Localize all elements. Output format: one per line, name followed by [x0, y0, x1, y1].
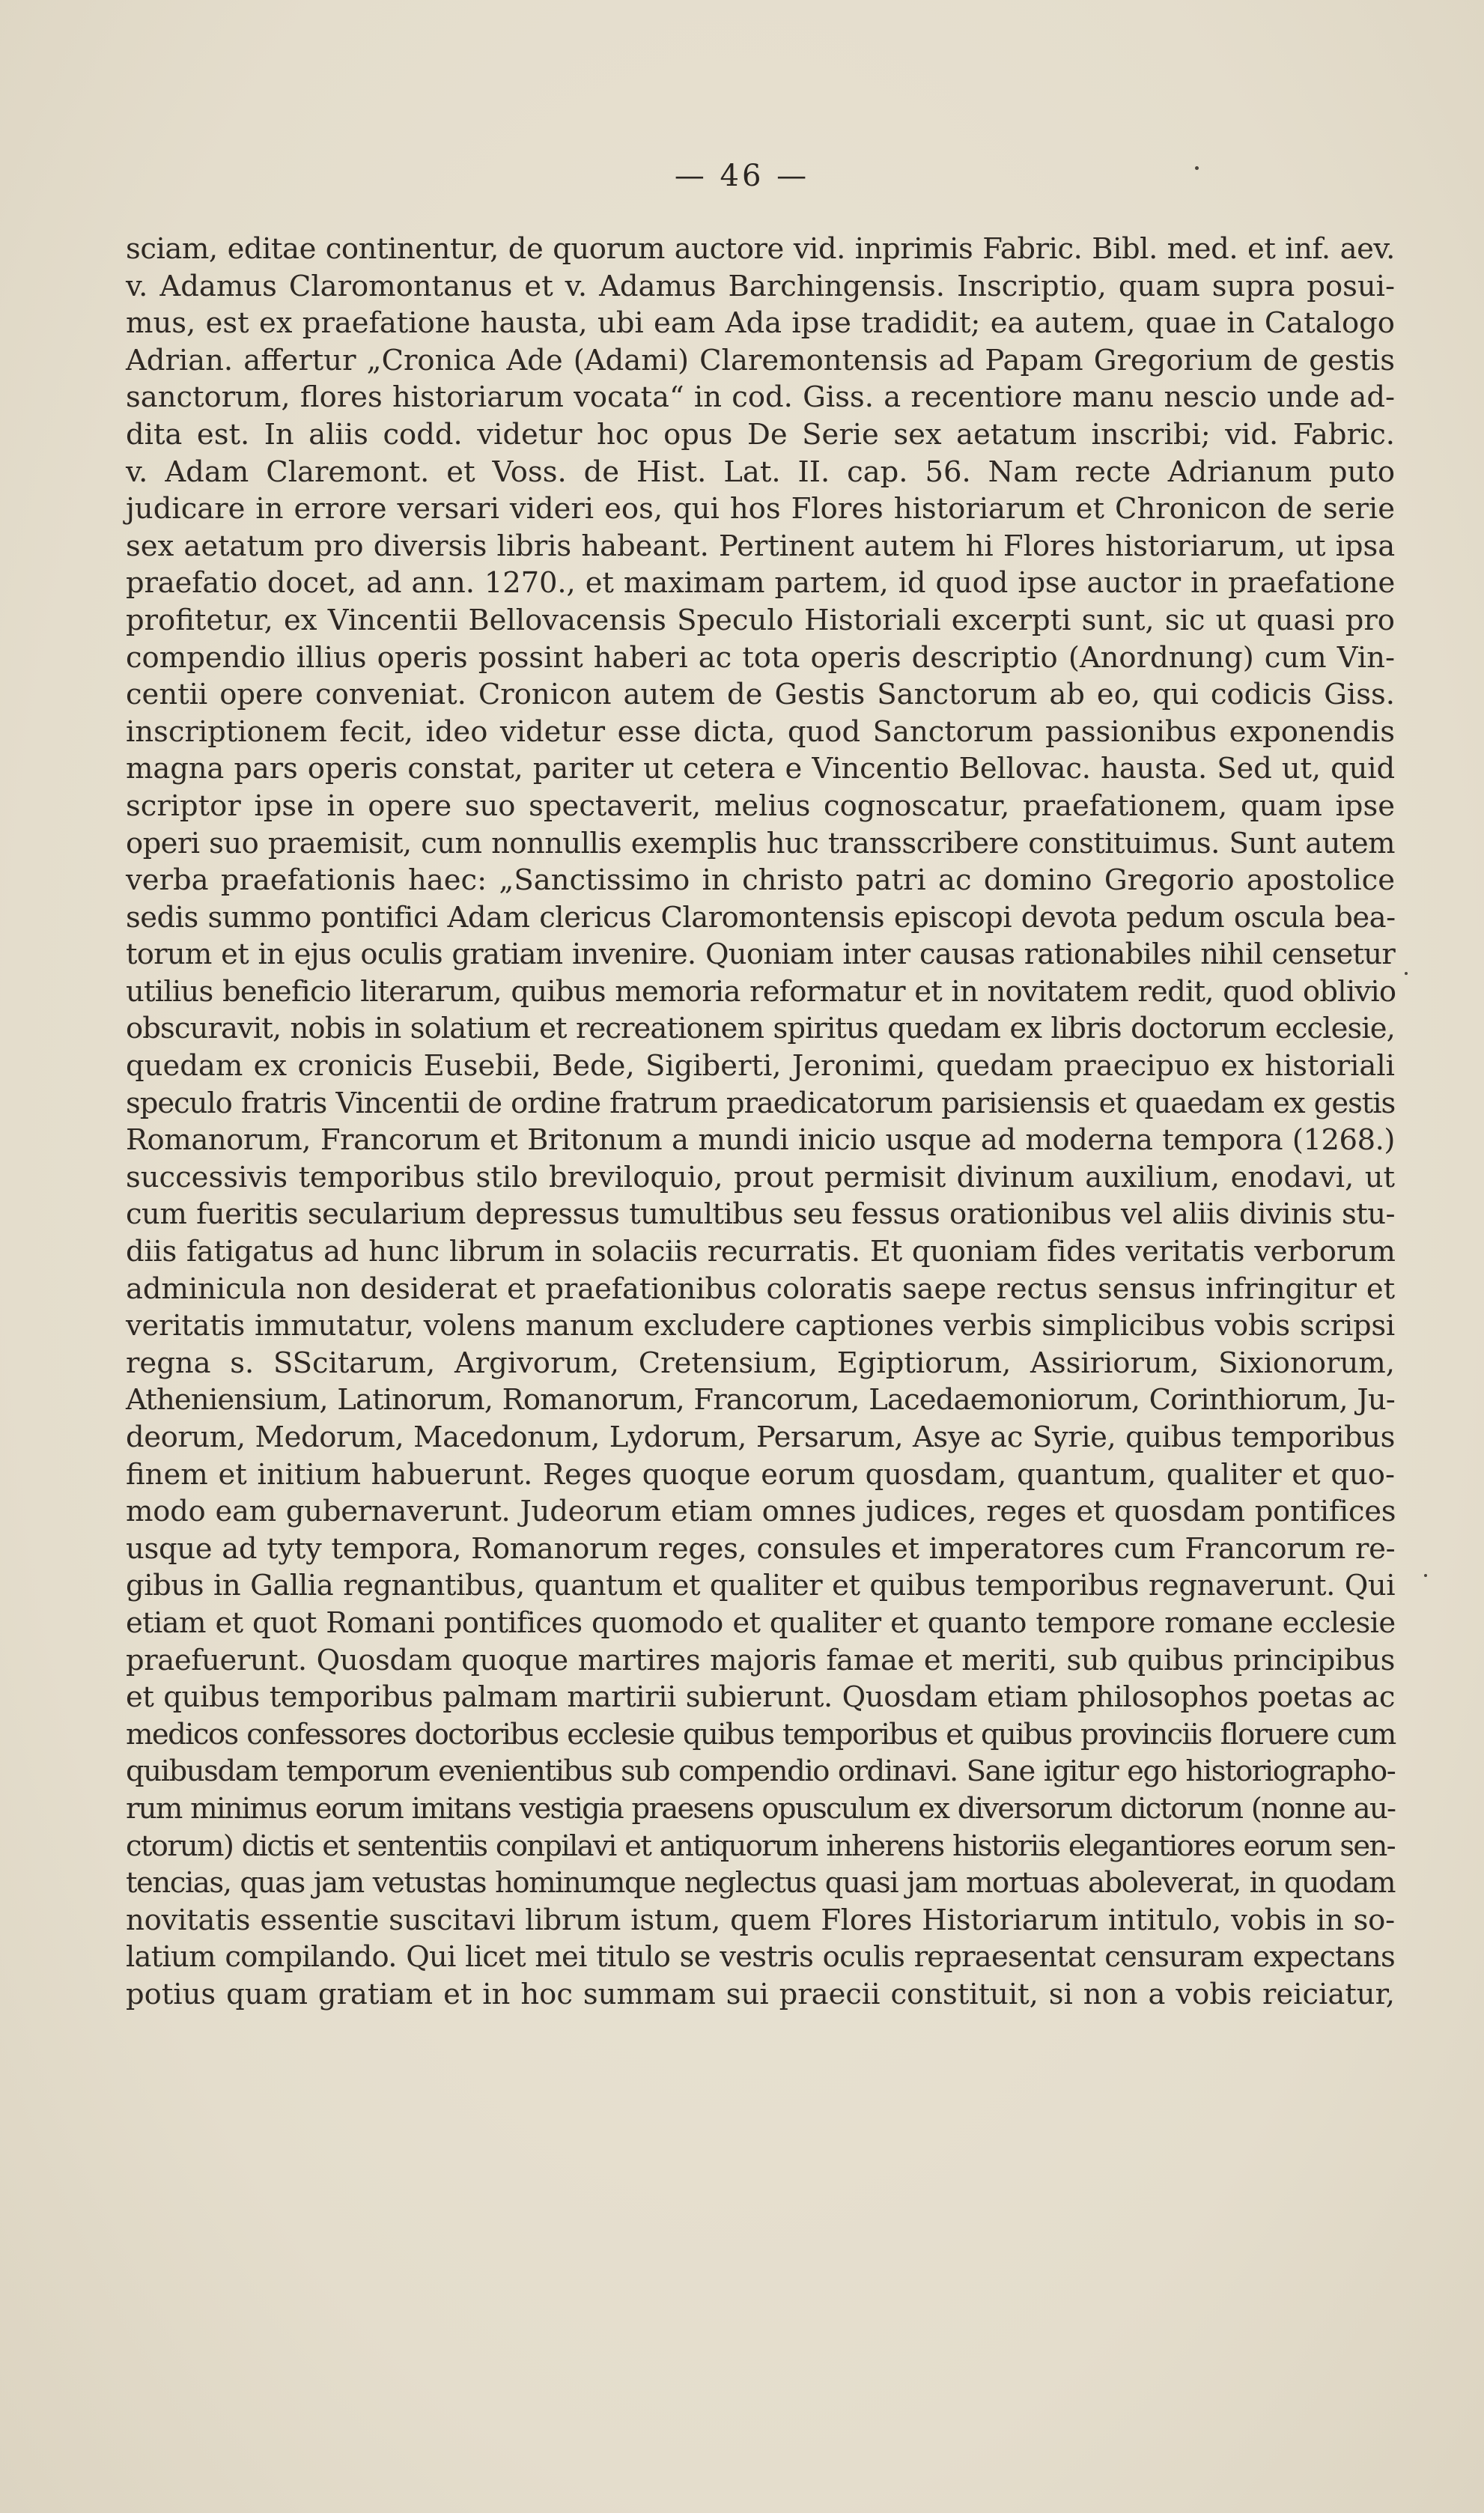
text-line: obscuravit, nobis in solatium et recreationem spiritus quedam ex libris doctorum ecclesie, — [126, 1012, 1395, 1046]
text-line: torum et in ejus oculis gratiam invenire. Quoniam inter causas rationabiles nihil censetur — [126, 938, 1395, 972]
text-line: verba praefationis haec: „Sanctissimo in christo patri ac domino Gregorio apostolice — [126, 863, 1395, 898]
text-line: sanctorum, flores historiarum vocata“ in cod. Giss. a recentiore manu nescio unde ad- — [126, 380, 1395, 415]
text-line: potius quam gratiam et in hoc summam sui praecii constituit, si non a vobis reiciatur, — [126, 1977, 1395, 2011]
text-line: speculo fratris Vincentii de ordine fratrum praedicatorum parisiensis et quaedam ex gestis — [126, 1086, 1396, 1120]
text-line: gibus in Gallia regnantibus, quantum et qualiter et quibus temporibus regnaverunt. Qui — [126, 1569, 1396, 1603]
text-line: cum fueritis secularium depressus tumultibus seu fessus orationibus vel aliis divinis stu- — [126, 1197, 1395, 1232]
text-line: praefatio docet, ad ann. 1270., et maximam partem, id quod ipse auctor in praefatione — [126, 566, 1396, 601]
page-number: — 46 — — [674, 159, 810, 193]
text-line: operi suo praemisit, cum nonnullis exemplis huc transscribere constituimus. Sunt autem — [126, 826, 1395, 860]
text-line: Romanorum, Francorum et Britonum a mundi inicio usque ad moderna tempora (1268.) — [126, 1123, 1395, 1158]
text-line: regna s. SScitarum, Argivorum, Cretensium, Egiptiorum, Assiriorum, Sixionorum, — [126, 1346, 1395, 1380]
text-line: rum minimus eorum imitans vestigia praesens opusculum ex diversorum dictorum (nonne au- — [126, 1791, 1396, 1826]
text-line: adminicula non desiderat et praefationibus coloratis saepe rectus sensus infringitur et — [126, 1271, 1395, 1306]
text-line: finem et initium habuerunt. Reges quoque eorum quosdam, quantum, qualiter et quo- — [126, 1457, 1395, 1492]
text-line: centii opere conveniat. Cronicon autem de Gestis Sanctorum ab eo, qui codicis Giss. — [126, 678, 1395, 712]
text-line: profitetur, ex Vincentii Bellovacensis Speculo Historiali excerpti sunt, sic ut quasi pro — [126, 603, 1395, 637]
text-line: deorum, Medorum, Macedonum, Lydorum, Persarum, Asye ac Syrie, quibus temporibus — [126, 1420, 1395, 1454]
text-line: latium compilando. Qui licet mei titulo se vestris oculis repraesentat censuram expectans — [126, 1940, 1395, 1975]
text-line: sciam, editae continentur, de quorum auctore vid. inprimis Fabric. Bibl. med. et inf. aev. — [126, 232, 1395, 266]
text-line: inscriptionem fecit, ideo videtur esse dicta, quod Sanctorum passionibus exponendis — [126, 714, 1395, 749]
text-line: dita est. In aliis codd. videtur hoc opus De Serie sex aetatum inscribi; vid. Fabric. — [126, 417, 1395, 452]
text-line: etiam et quot Romani pontifices quomodo et qualiter et quanto tempore romane ecclesie — [126, 1605, 1396, 1640]
text-line: quibusdam temporum evenientibus sub compendio ordinavi. Sane igitur ego historiographo- — [126, 1754, 1396, 1789]
text-line: medicos confessores doctoribus ecclesie quibus temporibus et quibus provinciis floruere cum — [126, 1717, 1396, 1751]
text-line: et quibus temporibus palmam martirii subierunt. Quosdam etiam philosophos poetas ac — [126, 1680, 1395, 1715]
text-line: quedam ex cronicis Eusebii, Bede, Sigiberti, Jeronimi, quedam praecipuo ex historiali — [126, 1049, 1395, 1084]
text-line: veritatis immutatur, volens manum excludere captiones verbis simplicibus vobis scripsi — [126, 1309, 1395, 1343]
speck-mark — [1405, 972, 1408, 975]
text-line: v. Adam Claremont. et Voss. de Hist. Lat. II. cap. 56. Nam recte Adrianum puto — [126, 455, 1395, 489]
text-line: Adrian. affertur „Cronica Ade (Adami) Claremontensis ad Papam Gregorium de gestis — [126, 343, 1395, 377]
body-text — [126, 231, 1395, 2014]
text-line: diis fatigatus ad hunc librum in solaciis recurratis. Et quoniam fides veritatis verborum — [126, 1235, 1396, 1269]
text-line: mus, est ex praefatione hausta, ubi eam Ada ipse tradidit; ea autem, quae in Catalogo — [126, 306, 1395, 341]
text-line: successivis temporibus stilo breviloquio, prout permisit divinum auxilium, enodavi, ut — [126, 1160, 1395, 1194]
text-line: usque ad tyty tempora, Romanorum reges, consules et imperatores cum Francorum re- — [126, 1531, 1396, 1566]
text-line: sex aetatum pro diversis libris habeant. Pertinent autem hi Flores historiarum, ut ipsa — [126, 529, 1396, 563]
text-line: v. Adamus Claromontanus et v. Adamus Barchingensis. Inscriptio, quam supra posui- — [126, 269, 1395, 303]
text-line: compendio illius operis possint haberi ac tota operis descriptio (Anordnung) cum Vin- — [126, 640, 1395, 675]
text-line: Atheniensium, Latinorum, Romanorum, Francorum, Lacedaemoniorum, Corinthiorum, Ju- — [126, 1383, 1395, 1417]
text-line: utilius beneficio literarum, quibus memoria reformatur et in novitatem redit, quod oblivio — [126, 974, 1396, 1009]
text-line: scriptor ipse in opere suo spectaverit, melius cognoscatur, praefationem, quam ipse — [126, 788, 1395, 823]
text-line: modo eam gubernaverunt. Judeorum etiam omnes judices, reges et quosdam pontifices — [126, 1495, 1396, 1529]
text-line: novitatis essentie suscitavi librum istum, quem Flores Historiarum intitulo, vobis in so- — [126, 1903, 1395, 1937]
text-line: ctorum) dictis et sententiis conpilavi et antiquorum inherens historiis elegantiores eorum sen- — [126, 1829, 1396, 1863]
text-line: sedis summo pontifici Adam clericus Claromontensis episcopi devota pedum oscula bea- — [126, 900, 1396, 935]
speck-mark — [1424, 1574, 1427, 1577]
text-line: judicare in errore versari videri eos, qui hos Flores historiarum et Chronicon de serie — [126, 492, 1395, 526]
text-line: praefuerunt. Quosdam quoque martires majoris famae et meriti, sub quibus principibus — [126, 1643, 1395, 1677]
text-line: magna pars operis constat, pariter ut cetera e Vincentio Bellovac. hausta. Sed ut, quid — [126, 752, 1395, 786]
speck-mark — [1195, 166, 1199, 170]
text-line: tencias, quas jam vetustas hominumque neglectus quasi jam mortuas aboleverat, in quodam — [126, 1866, 1396, 1900]
